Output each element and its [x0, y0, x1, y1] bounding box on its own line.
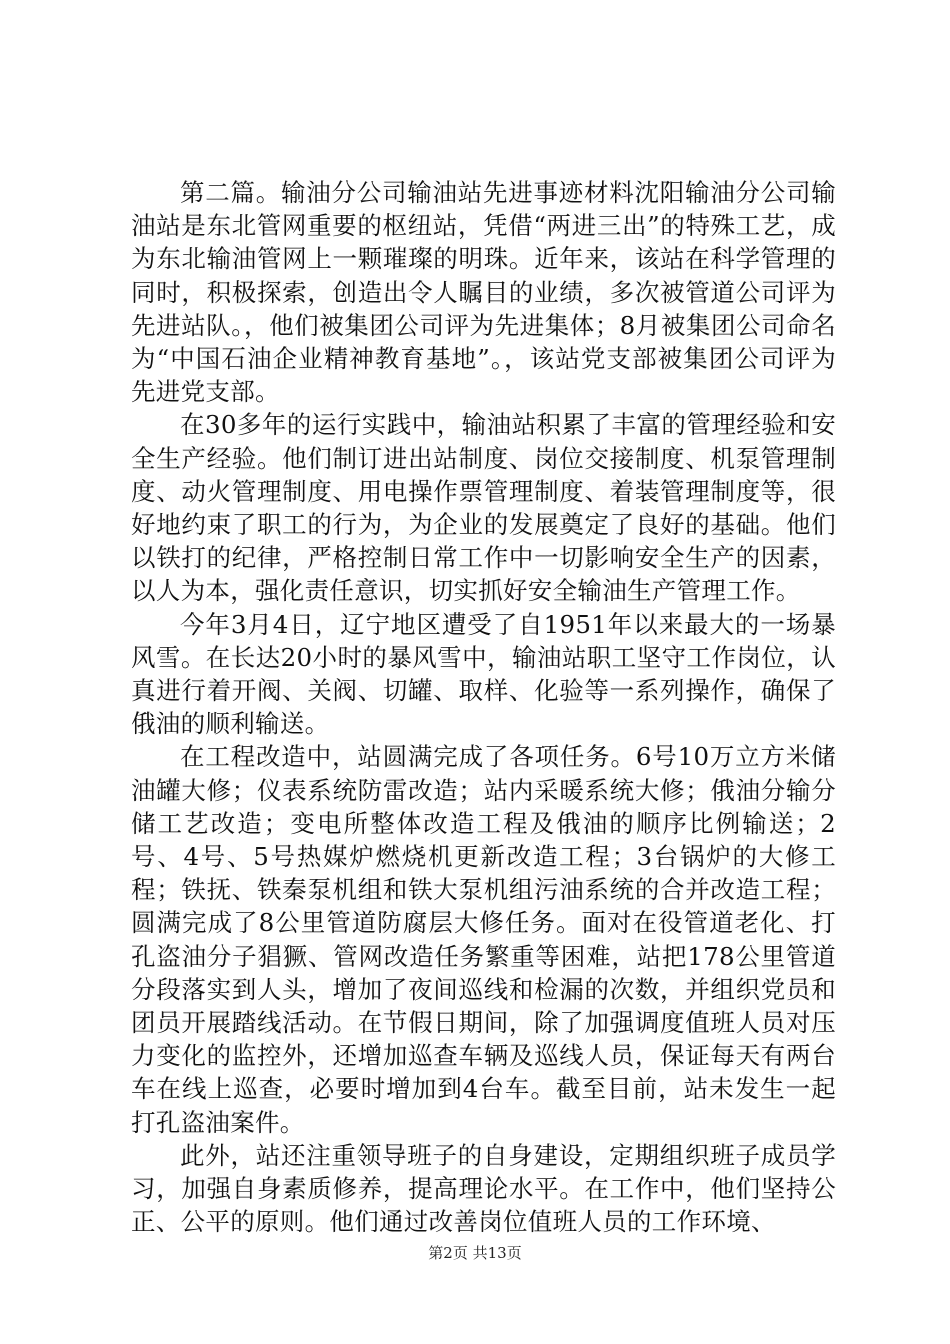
paragraph-5: 此外，站还注重领导班子的自身建设，定期组织班子成员学习，加强自身素质修养，提高理论水平。在工作中，他们坚持公正、公平的原则。他们通过改善岗位值班人员的工作环境、	[131, 1140, 836, 1237]
paragraph-2: 在30多年的运行实践中，输油站积累了丰富的管理经验和安全生产经验。他们制订进出站制度、岗位交接制度、机泵管理制度、动火管理制度、用电操作票管理制度、着装管理制度等，很好地约束了职工的行为，为企业的发展奠定了良好的基础。他们以铁打的纪律，严格控制日常工作中一切影响安全生产的因素，以人为本，强化责任意识，切实抓好安全输油生产管理工作。	[131, 410, 836, 606]
paragraph-1: 第二篇。输油分公司输油站先进事迹材料沈阳输油分公司输油站是东北管网重要的枢纽站，凭借“两进三出”的特殊工艺，成为东北输油管网上一颗璀璨的明珠。近年来，该站在科学管理的同时，积极探索，创造出令人瞩目的业绩，多次被管道公司评为先进站队。，他们被集团公司评为先进集体；8月被集团公司命名为“中国石油企业精神教育基地”。，该站党支部被集团公司评为先进党支部。	[131, 178, 836, 407]
document-body	[131, 176, 836, 1239]
paragraph-3: 今年3月4日，辽宁地区遭受了自1951年以来最大的一场暴风雪。在长达20小时的暴风雪中，输油站职工坚守工作岗位，认真进行着开阀、关阀、切罐、取样、化验等一系列操作，确保了俄油的顺利输送。	[131, 609, 836, 739]
page-number-footer: 第2页 共13页	[428, 1244, 522, 1262]
paragraph-4: 在工程改造中，站圆满完成了各项任务。6号10万立方米储油罐大修；仪表系统防雷改造；站内采暖系统大修；俄油分输分储工艺改造；变电所整体改造工程及俄油的顺序比例输送；2号、4号、5号热媒炉燃烧机更新改造工程；3台锅炉的大修工程；铁抚、铁秦泵机组和铁大泵机组污油系统的合并改造工程；圆满完成了8公里管道防腐层大修任务。面对在役管道老化、打孔盗油分子猖獗、管网改造任务繁重等困难，站把178公里管道分段落实到人头，增加了夜间巡线和检漏的次数，并组织党员和团员开展踏线活动。在节假日期间，除了加强调度值班人员对压力变化的监控外，还增加巡查车辆及巡线人员，保证每天有两台车在线上巡查，必要时增加到4台车。截至目前，站未发生一起打孔盗油案件。	[131, 742, 836, 1137]
